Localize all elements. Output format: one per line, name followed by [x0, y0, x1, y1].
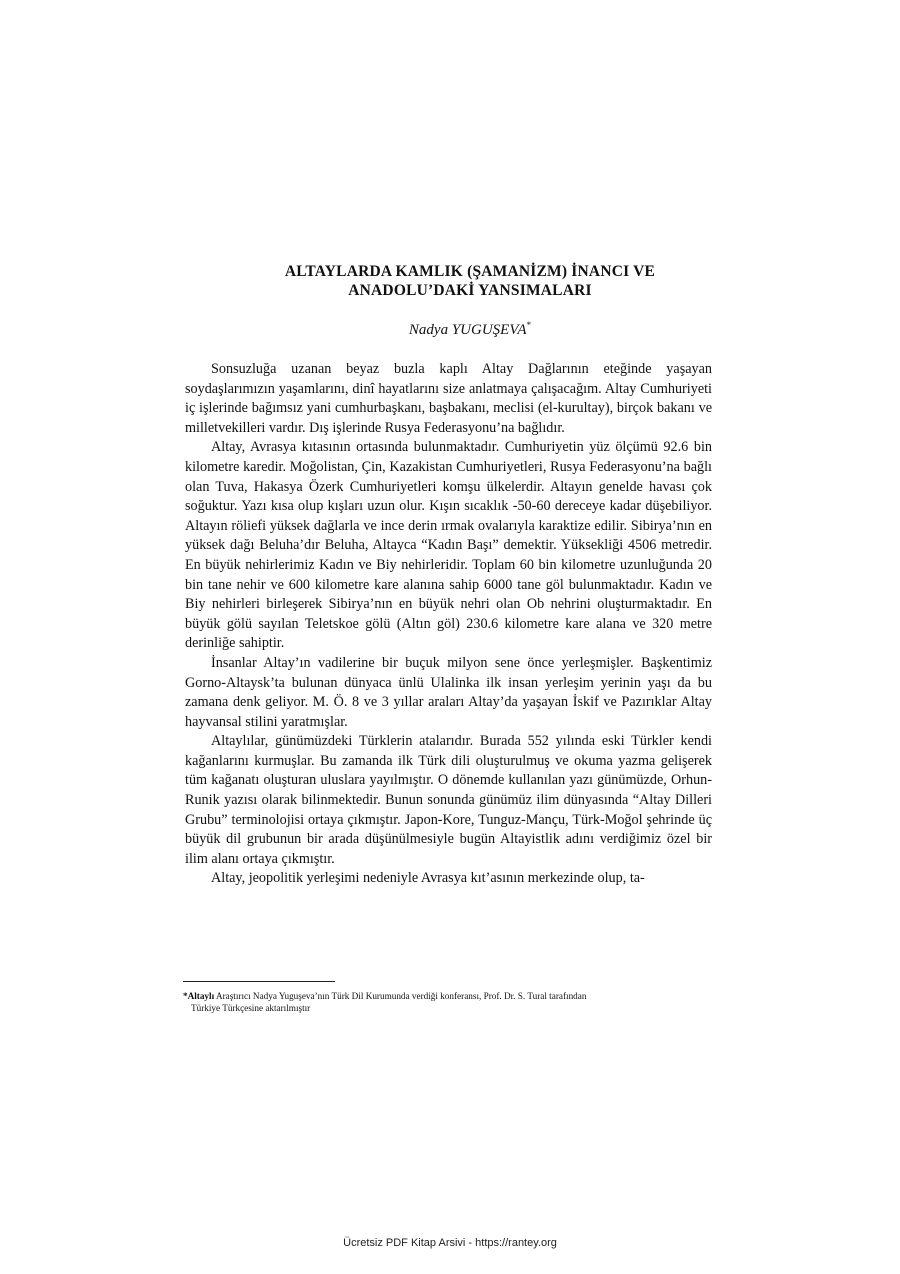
paragraph-settlement: İnsanlar Altay’ın vadilerine bir buçuk milyon sene önce yerleşmişler. Başkentimiz Gorno-Altaysk’ta bulunan dünyaca ünlü Ulalinka ilk insan yerleşim yerinin yaşı da bu zamana denk geliyor. M. Ö. 8 ve 3 yıllar araları Altay’da yaşayan İskif ve Pazırıklar Altay hayvansal stilini yaratmışlar. — [185, 654, 712, 730]
paragraph-geography: Altay, Avrasya kıtasının ortasında bulunmaktadır. Cumhuriyetin yüz ölçümü 92.6 bin kilometre karedir. Moğolistan, Çin, Kazakistan Cumhuriyetleri, Rusya Federasyonu’na bağlı olan Tuva, Hakasya Özerk Cumhuriyetleri komşu ülkelerdir. Altayın genelde havası çok soğuktur. Yazı kısa olup kışları uzun olur. Kışın sıcaklık -50-60 dereceye kadar düşebiliyor. Altayın röliefi yüksek dağlarla ve ince derin ırmak ovalarıyla karaktize edilir. Sibirya’nın en yüksek dağı Beluha’dır Beluha, Altayca “Kadın Başı” demektir. Yüksekliği 4506 metredir. En büyük nehirlerimiz Kadın ve Biy nehirleridir. Toplam 60 bin kilometre uzunluğunda 20 bin tane nehir ve 600 kilometre kare alanına sahip 6000 tane göl bulunmaktadır. Kadın ve Biy nehirleri birleşerek Sibirya’nın en büyük nehri olan Ob nehrini oluşturmaktadır. En büyük gölü sayılan Teletskoe gölü (Altın göl) 230.6 kilometre kare alana ve 320 metre derinliğe sahiptir. — [185, 439, 712, 652]
paragraph-geopolitics: Altay, jeopolitik yerleşimi nedeniyle Avrasya kıt’asının merkezinde olup, ta- — [211, 870, 645, 887]
article-title — [180, 262, 760, 300]
footnote-text-line-2: Türkiye Türkçesine aktarılmıştır — [191, 1003, 311, 1013]
page-footer-watermark: Ücretsiz PDF Kitap Arsivi - https://rantey.org — [343, 1237, 557, 1249]
footnote-name: Altaylı — [187, 991, 215, 1001]
footnote — [183, 990, 718, 1014]
footnote-marker: * — [183, 991, 188, 1001]
title-line-1: ALTAYLARDA KAMLIK (ŞAMANİZM) İNANCI VE — [284, 263, 656, 280]
footnote-text-line-1: Araştırıcı Nadya Yuguşeva’nın Türk Dil Kurumunda verdiği konferansı, Prof. Dr. S. Tural tarafından — [215, 991, 587, 1001]
author-byline — [180, 320, 760, 339]
paragraph-intro: Sonsuzluğa uzanan beyaz buzla kaplı Altay Dağlarının eteğinde yaşayan soydaşlarımızın yaşamlarını, dinî hayatlarını size anlatmaya çalışacağım. Altay Cumhuriyeti iç işlerinde bağımsız yani cumhurbaşkanı, başbakanı, meclisi (el-kurultay), birçok bakanı ve milletvekilleri vardır. Dış işlerinde Rusya Federasyonu’na bağlıdır. — [185, 361, 712, 436]
footnote-divider — [183, 981, 335, 982]
article-body — [185, 360, 712, 889]
author-footnote-marker: * — [526, 320, 532, 330]
author-name: Nadya YUGUŞEVA — [408, 322, 527, 338]
title-line-2: ANADOLU’DAKİ YANSIMALARI — [348, 282, 592, 299]
paragraph-turkic-history: Altaylılar, günümüzdeki Türklerin atalarıdır. Burada 552 yılında eski Türkler kendi kağanlarını kurmuşlar. Bu zamanda ilk Türk dili oluşturulmuş ve okuma yazma gelişerek tüm kağanatı oluşturan uluslara yayılmıştır. O dönemde kullanılan yazı günümüzde, Orhun-Runik yazısı olarak bilinmektedir. Bunun sonunda günümüz ilim dünyasında “Altay Dilleri Grubu” terminolojisi ortaya çıkmıştır. Japon-Kore, Tunguz-Mançu, Türk-Moğol şehrinde üç büyük dil grubunun bir arada düşünülmesiyle bugün Altayistlik adını verdiğimiz özel bir ilim alanı ortaya çıkmıştır. — [185, 733, 712, 867]
